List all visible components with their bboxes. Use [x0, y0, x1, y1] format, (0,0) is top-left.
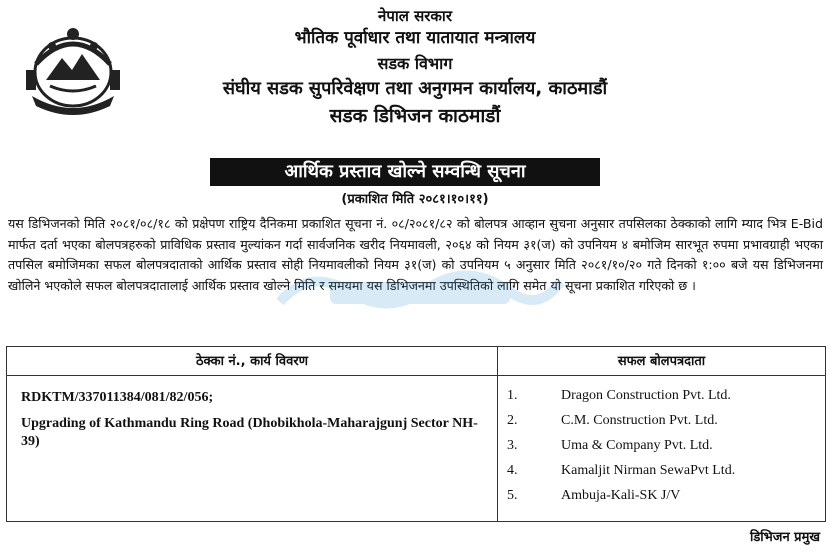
list-item	[507, 462, 817, 487]
bidder-number: 1.	[507, 388, 518, 403]
contract-table	[6, 346, 826, 522]
table-header-bidder: सफल बोलपत्रदाता	[617, 354, 706, 369]
office-name: संघीय सडक सुपरिवेक्षण तथा अनुगमन कार्यालय, काठमाडौं	[222, 78, 608, 100]
nepal-emblem-icon	[22, 24, 124, 116]
ministry-name: भौतिक पूर्वाधार तथा यातायात मन्त्रालय	[294, 28, 536, 49]
column-divider	[497, 347, 498, 521]
bidder-name: C.M. Construction Pvt. Ltd.	[561, 413, 718, 428]
division-name: सडक डिभिजन काठमाडौं	[329, 104, 501, 127]
list-item	[507, 487, 817, 512]
contract-cell	[21, 389, 491, 451]
list-item	[507, 387, 817, 412]
table-header-contract: ठेक्का नं., कार्य विवरण	[195, 354, 309, 369]
contract-number: RDKTM/337011384/081/82/056;	[21, 390, 214, 405]
contract-description: Upgrading of Kathmandu Ring Road (Dhobikhola-Maharajgunj Sector NH-39)	[21, 416, 478, 449]
list-item	[507, 412, 817, 437]
bidder-number: 5.	[507, 488, 518, 503]
government-name: नेपाल सरकार	[378, 7, 452, 25]
table-header-row	[7, 347, 825, 376]
notice-body: यस डिभिजनको मिति २०८१/०८/१८ को प्रक्षेपण राष्ट्रिय दैनिकमा प्रकाशित सूचना नं. ०८/२०८१/८२ को बोलपत्र आव्हान सुचना अनुसार तपसिलका ठेक्काको लागि म्याद भित्र E-Bid मार्फत दर्ता भएका बोलपत्रहरुको प्राविधिक प्रस्ताव मुल्यांकन गर्दा सार्वजनिक खरीद नियमावली, २०६४ को नियम ३१(ज) को उपनियम ४ बमोजिम सारभूत रुपमा प्रभावग्राही भएका तपसिल बमोजिमका सफल बोलपत्रदाताको आर्थिक प्रस्ताव सोही नियमावलीको नियम ३१(ज) को उपनियम ५ अनुसार मिति २०८१/१०/२० गते दिनको १:०० बजे यस डिभिजनमा खोलिने भएकोले सफल बोलपत्रदातालाई आर्थिक प्रस्ताव खोल्ने मिति र समयमा यस डिभिजनमा उपस्थितिको लागि समेत यो सूचना प्रकाशित गरिएको छ ।	[8, 216, 823, 293]
bidder-name: Kamaljit Nirman SewaPvt Ltd.	[561, 463, 736, 478]
header	[140, 6, 690, 128]
department-name: सडक विभाग	[377, 53, 453, 73]
signature-title: डिभिजन प्रमुख	[749, 530, 820, 545]
bidder-name: Uma & Company Pvt. Ltd.	[561, 438, 713, 453]
bidder-name: Dragon Construction Pvt. Ltd.	[561, 388, 731, 403]
list-item	[507, 437, 817, 462]
notice-title: आर्थिक प्रस्ताव खोल्ने सम्वन्धि सूचना	[210, 158, 600, 186]
bidder-number: 3.	[507, 438, 518, 453]
bidder-number: 2.	[507, 413, 518, 428]
bidder-number: 4.	[507, 463, 518, 478]
bidder-name: Ambuja-Kali-SK J/V	[561, 488, 681, 503]
published-date: (प्रकाशित मिति २०८१।१०।११)	[341, 192, 489, 207]
bidder-list	[507, 387, 817, 512]
